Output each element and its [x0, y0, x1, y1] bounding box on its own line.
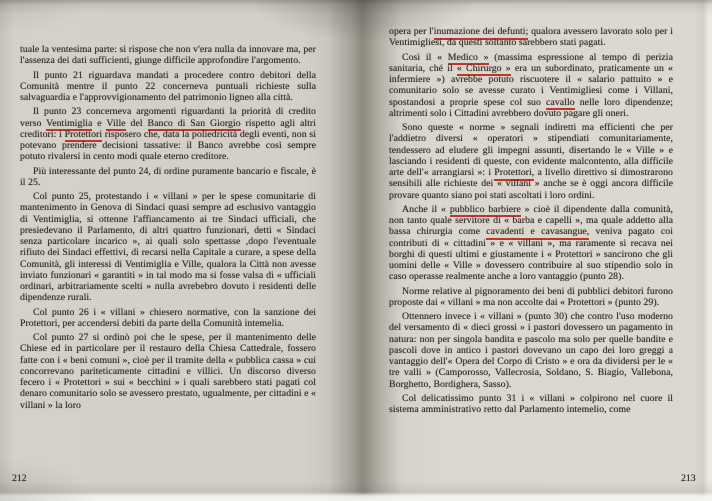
paragraph: [20, 191, 316, 304]
text-run: Ottennero invece i « villani » (punto 30) che contro l'uso moderno del versamento di « dieci grossi » i pastori dovessero un pagamento in natura: non per singola bandita e pascolo ma solo per quelle bandite e pascoli dove in antico i pastori dovevano un capo dei loro greggi a vantaggio dell'« Opera del Corpo di Cristo » e ora da dividersi per le « tre valli » (Camporosso, Vallecrosia, Soldano, S. Biagio, Vallebona, Borghetto, Bordighera, Sasso).: [389, 311, 673, 390]
text-run: » cioè il dipendente dalla comunità, non tanto quale servitore di « barba e capelli », ma quale addetto alla bassa chirurgia come: [389, 203, 673, 238]
red-underline-annotation: cavadenti e cavasangue,: [486, 226, 589, 240]
text-run: del: [125, 117, 148, 129]
paragraph: [20, 307, 316, 330]
paragraph: [20, 70, 316, 104]
red-underline-annotation: Medico »: [448, 52, 489, 66]
text-run: Anche il «: [402, 203, 450, 215]
red-underline-annotation: Ville: [106, 118, 125, 132]
text-run: qualora avessero lavorato solo per i Ventimigliesi, da questi soltanto sarebbero stati pagati.: [389, 26, 673, 49]
text-run: Il punto 23 concerneva argomenti riguardanti la priorità di credito verso: [20, 106, 316, 129]
text-run: era un subordinato, praticamente un « infermiere ») avrebbe potuto riscuotere il « salario pattuito » e comunitario solo se avesse curato i Ventimigliesi come i Villani, spostandosi a proprie spese col suo: [389, 62, 674, 108]
text-run: veniva pagato coi contributi di « cittadini » e « villani », ma raramente si recava nei borghi di questi ultimi e giustamente i « Protettori » sancirono che gli uomini delle « Ville » dovessero contribuire al suo stipendio solo in caso operasse realmente anche a loro vantaggio (punto 28).: [389, 226, 673, 283]
red-underline-annotation: inumazione dei defunti;: [434, 26, 529, 40]
paragraph: [389, 204, 673, 283]
paragraph: [389, 311, 673, 390]
paragraph: [389, 393, 673, 416]
text-run: Col punto 26 i « villani » chiesero normative, con la sanzione dei Protettori, per accendersi debiti da parte della Comunità intemelia.: [20, 306, 316, 329]
red-underline-annotation: Protettori: [65, 129, 103, 143]
text-run: Il punto 21 riguardava mandati a procedere contro debitori della Comunità mentre il punto 22 concerneva puntuali richieste sulla salvaguardia e l'approvvigionamento del patrimonio ligneo alla città.: [20, 69, 316, 103]
paragraph: [389, 26, 673, 49]
red-underline-annotation: Banco di San Giorgio: [148, 118, 241, 132]
red-underline-annotation: Protettori,: [494, 167, 534, 181]
text-run: Sono queste « norme » segnali indiretti ma efficienti che per l'addietro diversi « operatori » stipendiati comunitariamente, tendessero ad eludere gli impegni assunti, disertando le « Ville » e lasciando i residenti di queste, con evidente malcontento, alla difficile arte dell'« arrangiarsi »: i: [389, 122, 673, 178]
paragraph: [20, 44, 316, 67]
text-run: Col delicatissimo punto 31 i « villani » colpirono nel cuore il sistema amministrativo retto dal Parlamento intemelio, come: [389, 392, 673, 415]
text-run: a livello direttivo si dimostrarono sensibili alle richieste dei « villani » anche se è oggi ancora difficile provare quanto siano poi stati ascoltati i loro ordini.: [389, 167, 673, 201]
page-number-left: 212: [12, 473, 27, 484]
right-page-text-column: [389, 26, 673, 415]
paragraph: [389, 122, 673, 201]
paragraph: [389, 286, 673, 309]
text-run: risposero che, data la poliedricità degli eventi, non si potevano prendere decisioni tassative: il Banco avrebbe così sempre potuto rivalersi in cento modi quale eterno creditore.: [20, 128, 316, 163]
text-run: Più interessante del punto 24, di ordine puramente bancario e fiscale, è il 25.: [20, 165, 316, 188]
paragraph: [20, 332, 316, 411]
paragraph: [20, 166, 316, 189]
text-run: Così il «: [402, 51, 448, 63]
red-underline-annotation: pubblico barbiere: [450, 204, 521, 218]
paragraph: [20, 106, 316, 162]
red-underline-annotation: Ventimiglia: [46, 118, 92, 132]
text-run: nelle loro dipendenze; altrimenti solo i Cittadini avrebbero dovuto pagare gli oneri.: [389, 96, 674, 119]
left-page-text-column: [20, 44, 316, 411]
red-underline-annotation: « Chirurgo »: [457, 63, 511, 77]
page-number-right: 213: [681, 473, 696, 484]
text-run: e: [92, 117, 107, 129]
text-run: Col punto 25, protestando i « villani » per le spese comunitarie di mantenimento in Genova di Sindaci quasi sempre ad esclusivo vantaggio di Ventimiglia, si ottenne l'affiancamento ai tre Sindaci ufficiali, che presiedevano il Parlamento, di altri quattro funzionari, detti « Sindaci senza particolare incarico », ai quali solo spettasse ,dopo l'eventuale rifiuto dei Sindaci effettivi, di recarsi nella Capitale a curare, a spese della Comunità, gli interessi di Ventimiglia e Ville, qualora la Città non avesse inviato funzionari « garantiti » in tal modo ma si fosse valsa di « ufficiali ordinari, arbitrariamente scelti » nulla avrebebro dovuto i residenti delle dipendenze rurali.: [20, 191, 316, 304]
text-run: tuale la ventesima parte: si rispose che non v'era nulla da innovare ma, per l'assenza dei dati sufficienti, giunge difficile approfondire l'argomento.: [20, 44, 316, 67]
text-run: Col punto 27 si ordinò poi che le spese, per il mantenimento delle Chiese ed in particolare per il restauro della Chiesa Cattedrale, fossero fatte con i « beni comuni », cioè per il tramite della « pubblica cassa » cui concorrevano pariteticamente cittadini e villici. Un discorso diverso fecero i « Protettori » sui « becchini » i quali sarebbero stati pagati col denaro comunitario solo se avessero prestato, ugualmente, per cittadini e « villani » la loro: [20, 332, 316, 411]
paragraph: [389, 52, 673, 120]
text-run: Norme relative al pignoramento dei beni di pubblici debitori furono proposte dai « villani » ma non accolte dai « Protettori » (punto 29).: [389, 285, 673, 308]
text-run: rispetto agli altri creditori: i: [20, 117, 316, 140]
text-run: (massima espressione al tempo di perizia sanitaria, ché il: [389, 51, 673, 74]
text-run: opera per l': [389, 26, 434, 37]
book-gutter-shadow: [327, 0, 397, 501]
red-underline-annotation: cavallo: [546, 97, 575, 111]
